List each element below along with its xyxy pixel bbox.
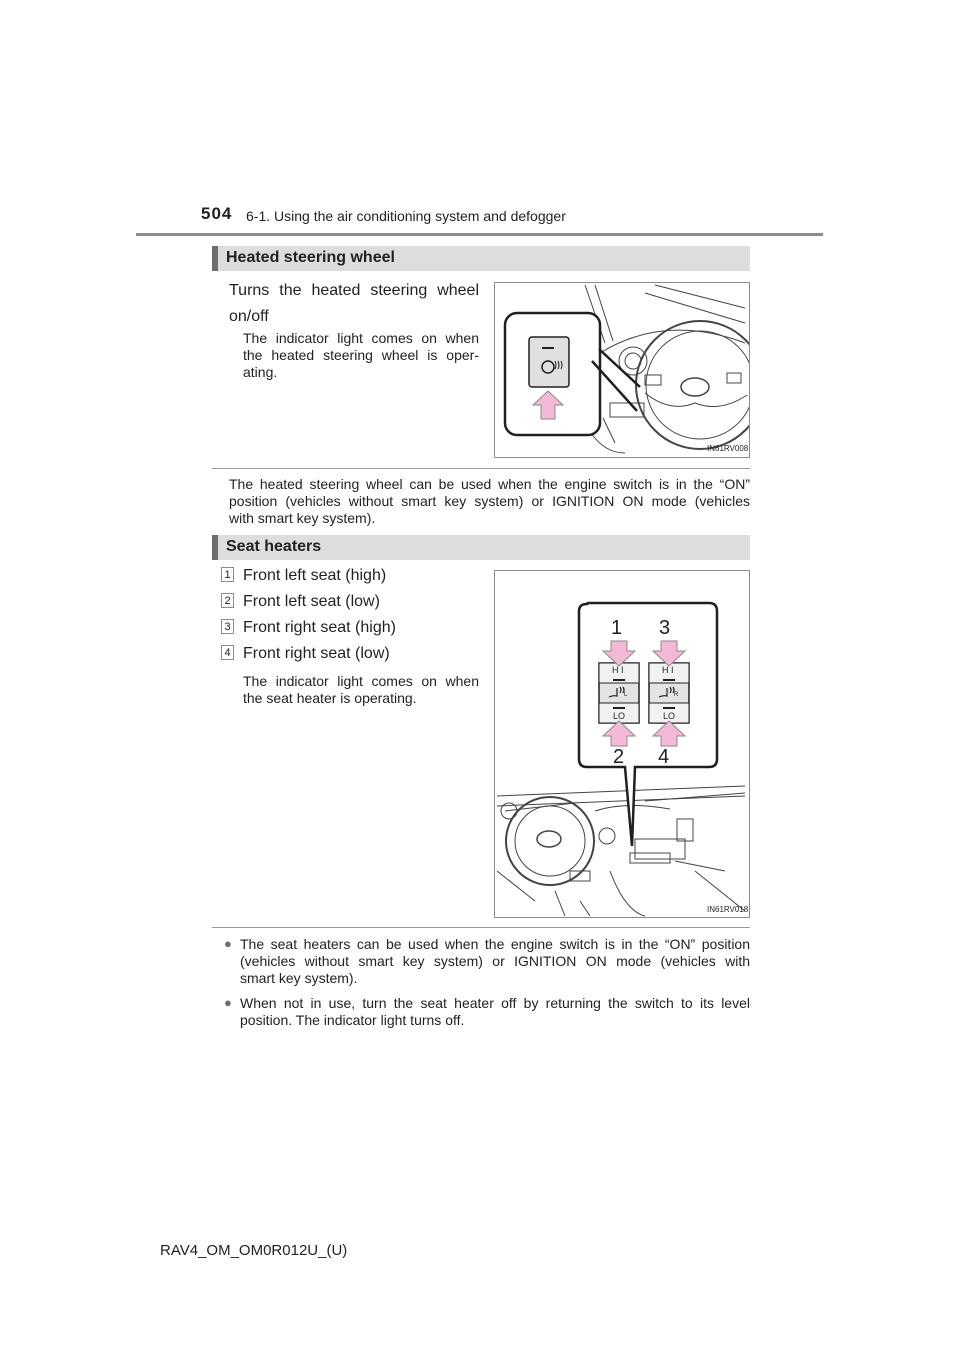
steering-note-line2: position (vehicles without smart key system) or IGNITION ON mode (vehicles <box>229 493 750 509</box>
bullet-1-line1: The seat heaters can be used when the engine switch is in the “ON” position <box>240 936 750 952</box>
steering-sub-line2: the heated steering wheel is oper- <box>243 347 479 363</box>
bullet-1-line2: (vehicles without smart key system) or IGNITION ON mode (vehicles with <box>240 953 750 969</box>
steering-wheel-figure <box>494 282 750 458</box>
footer-code: RAV4_OM_OM0R012U_(U) <box>160 1242 348 1259</box>
seat-note-rule <box>212 927 750 928</box>
page-number: 504 <box>201 204 233 223</box>
steering-main-line1: Turns the heated steering wheel <box>229 282 479 299</box>
steering-main-line2: on/off <box>229 308 269 325</box>
item-label-1: Front left seat (high) <box>243 567 387 584</box>
seat-figure-code: IN61RV018 <box>707 905 749 914</box>
item-label-3: Front right seat (high) <box>243 619 396 636</box>
left-switch-lo-label: LO <box>613 711 626 721</box>
heading-seat-heaters <box>212 535 750 560</box>
steering-wheel-illustration <box>495 283 749 457</box>
steering-note-rule <box>212 468 750 469</box>
item-number-3: 3 <box>221 619 234 634</box>
bullet-2-glyph: ● <box>224 995 232 1010</box>
heading-text: Seat heaters <box>226 538 322 555</box>
steering-note-line1: The heated steering wheel can be used when the engine switch is in the “ON” <box>229 476 750 492</box>
bullet-2-line2: position. The indicator light turns off. <box>240 1012 465 1028</box>
bullet-1-glyph: ● <box>224 936 232 951</box>
steering-sub-line1: The indicator light comes on when <box>243 330 479 346</box>
header-rule <box>136 233 823 236</box>
seat-sub-line2: the seat heater is operating. <box>243 690 417 706</box>
steering-note-line3: with smart key system). <box>229 510 376 526</box>
left-switch-l-label: L <box>624 692 628 698</box>
steering-sub-line3: ating. <box>243 364 278 380</box>
item-number-1: 1 <box>221 567 234 582</box>
item-number-2: 2 <box>221 593 234 608</box>
heading-text: Heated steering wheel <box>226 249 395 266</box>
right-switch-r-label: R <box>674 692 679 698</box>
seat-heater-figure <box>494 570 750 918</box>
bullet-2-line1: When not in use, turn the seat heater off by returning the switch to its level <box>240 995 750 1011</box>
item-label-4: Front right seat (low) <box>243 645 390 662</box>
callout-2: 2 <box>613 746 625 768</box>
seat-sub-line1: The indicator light comes on when <box>243 673 479 689</box>
section-title: 6-1. Using the air conditioning system and defogger <box>246 208 566 224</box>
callout-4: 4 <box>658 746 670 768</box>
right-switch-lo-label: LO <box>663 711 676 721</box>
heading-heated-steering-wheel <box>212 246 750 271</box>
item-number-4: 4 <box>221 645 234 660</box>
left-switch-hi-label: H I <box>612 665 624 675</box>
right-switch-hi-label: H I <box>662 665 674 675</box>
callout-1: 1 <box>611 617 623 639</box>
item-label-2: Front left seat (low) <box>243 593 380 610</box>
bullet-1-line3: smart key system). <box>240 970 358 986</box>
steering-figure-code: IN61RV008 <box>707 444 749 453</box>
callout-3: 3 <box>659 617 671 639</box>
